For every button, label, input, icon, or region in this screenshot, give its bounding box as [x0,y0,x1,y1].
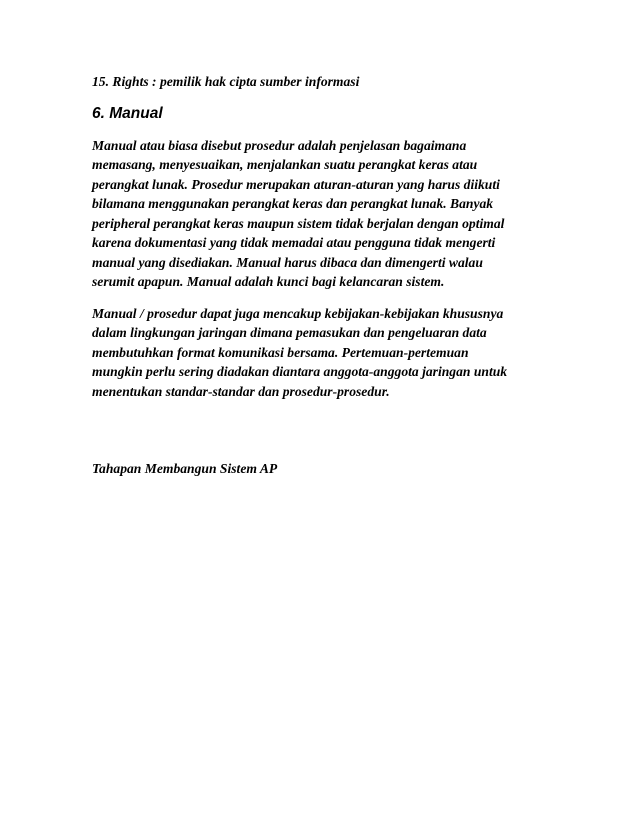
paragraph-line: karena dokumentasi yang tidak memadai atau pengguna tidak mengerti [92,235,496,250]
paragraph-manual-policies [92,304,562,402]
paragraph-line: mungkin perlu sering diadakan diantara anggota-anggota jaringan untuk [92,364,508,379]
paragraph-line: perangkat lunak. Prosedur merupakan aturan-aturan yang harus diikuti [92,176,500,192]
paragraph-line: membutuhkan format komunikasi bersama. Pertemuan-pertemuan [92,344,469,360]
paragraph-line: peripheral perangkat keras maupun sistem tidak berjalan dengan optimal [92,215,505,231]
paragraph-line: memasang, menyesuaikan, menjalankan suatu perangkat keras atau [92,157,478,172]
paragraph-manual-definition [92,136,562,292]
paragraph-line: dalam lingkungan jaringan dimana pemasukan dan pengeluaran data [92,325,487,340]
paragraph-line: serumit apapun. Manual adalah kunci bagi kelancaran sistem. [92,274,445,289]
rights-item: 15. Rights : pemilik hak cipta sumber informasi [92,74,360,89]
paragraph-line: Manual / prosedur dapat juga mencakup kebijakan-kebijakan khususnya [92,305,504,321]
subheading-tahapan: Tahapan Membangun Sistem AP [92,461,278,476]
paragraph-line: bilamana menggunakan perangkat keras dan perangkat lunak. Banyak [92,196,494,211]
section-heading-manual: 6. Manual [92,104,163,122]
paragraph-line: manual yang disediakan. Manual harus dibaca dan dimengerti walau [92,254,483,270]
paragraph-line: menentukan standar-standar dan prosedur-prosedur. [92,383,390,399]
paragraph-line: Manual atau biasa disebut prosedur adalah penjelasan bagaimana [92,137,467,153]
page-content [92,72,562,479]
